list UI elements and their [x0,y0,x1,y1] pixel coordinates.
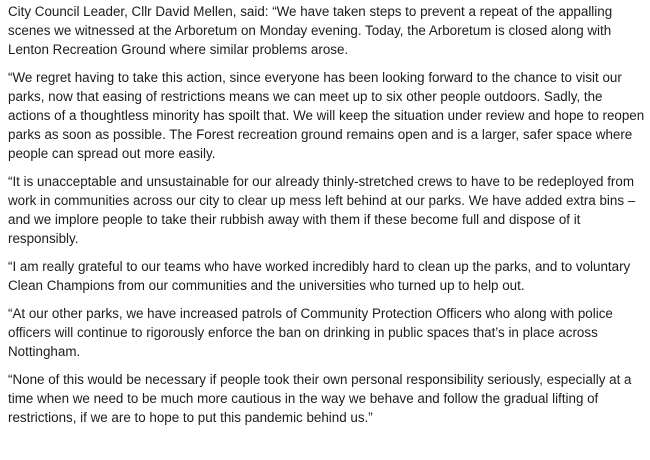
paragraph-5: “At our other parks, we have increased patrols of Community Protection Officers who along with police officers will continue to rigorously enforce the ban on drinking in public spaces that’s in place across Nottingham. [8,306,613,359]
paragraph-4: “I am really grateful to our teams who have worked incredibly hard to clean up the parks, and to voluntary Clean Champions from our communities and the universities who turned up to help out. [8,259,631,293]
paragraph-1: City Council Leader, Cllr David Mellen, said: “We have taken steps to prevent a repeat of the appalling scenes we witnessed at the Arboretum on Monday evening. Today, the Arboretum is closed along with Lenton Recreation Ground where similar problems arose. [8,4,613,57]
document-body [8,2,648,436]
paragraph-3: “It is unacceptable and unsustainable for our already thinly-stretched crews to have to be redeployed from work in communities across our city to clear up mess left behind at our parks. We have added extra bins – and we implore people to take their rubbish away with them if these become full and dispose of it responsibly. [8,174,636,246]
paragraph-6: “None of this would be necessary if people took their own personal responsibility seriously, especially at a time when we need to be much more cautious in the way we behave and follow the gradual lifting of restrictions, if we are to hope to put this pandemic behind us.” [8,372,632,425]
paragraph-2: “We regret having to take this action, since everyone has been looking forward to the chance to visit our parks, now that easing of restrictions means we can meet up to six other people outdoors. Sadly, the actions of a thoughtless minority has spoilt that. We will keep the situation under review and hope to reopen parks as soon as possible. The Forest recreation ground remains open and is a larger, safer space where people can spread out more easily. [8,70,645,161]
